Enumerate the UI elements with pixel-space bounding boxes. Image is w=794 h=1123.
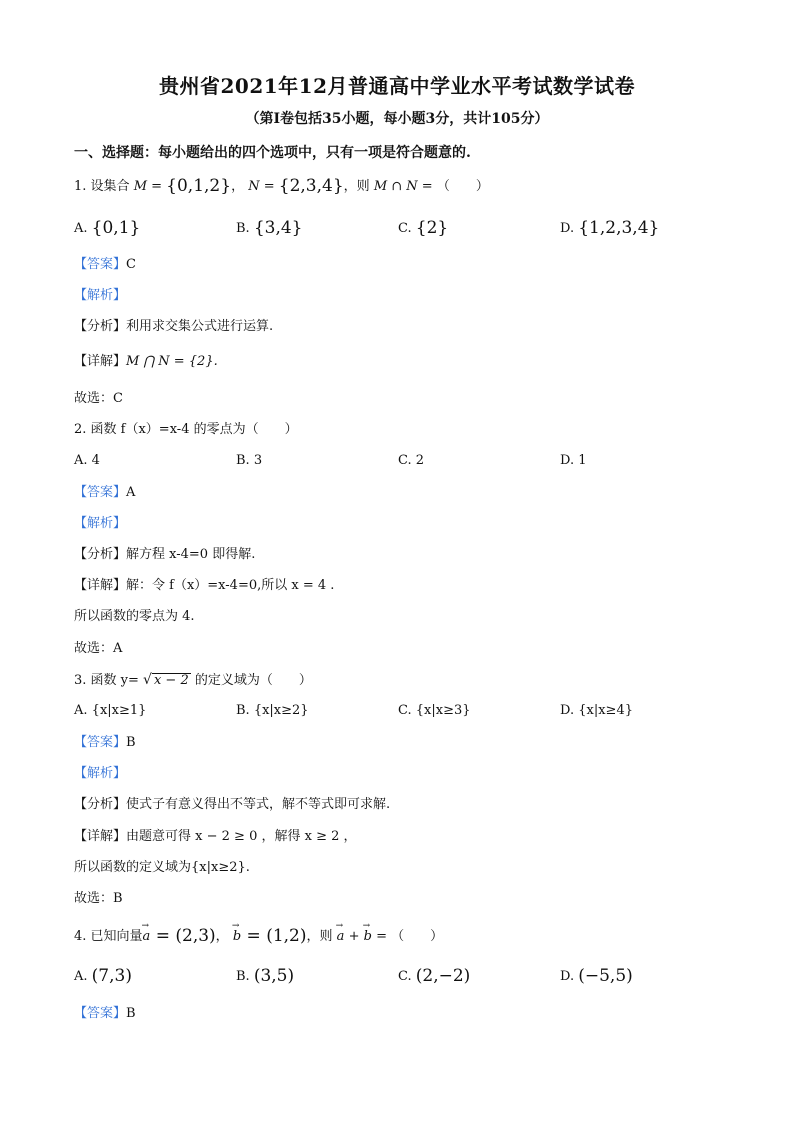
q3-stem: 3. 函数 y= √ x − 2 的定义域为（ ） [74, 672, 312, 688]
q2-detail: 【详解】解：令 f（x）=x-4=0,所以 x = 4 . [74, 578, 335, 593]
q1-detail: 【详解】M ⋂ N = {2}. [74, 354, 218, 369]
q4-stem: 4. 已知向量→ a = (2,3)， → b = (1,2)，则 → a + → b = （ ） [74, 927, 443, 946]
q1-option-a: A. {0,1} [74, 218, 141, 238]
q3-choose: 故选：B [74, 891, 123, 906]
q3-analysis: 【解析】 [74, 766, 127, 781]
q4-option-b: B. (3,5) [236, 966, 295, 986]
q2-analysis: 【解析】 [74, 516, 127, 531]
q3-answer: 【答案】B [74, 735, 136, 750]
section-heading: 一、选择题：每小题给出的四个选项中，只有一项是符合题意的. [74, 145, 471, 161]
q2-method: 【分析】解方程 x-4=0 即得解. [74, 547, 256, 562]
q1-stem: 1. 设集合 M = {0,1,2}， N = {2,3,4}，则 M ∩ N = （ ） [74, 176, 489, 196]
q1-option-b: B. {3,4} [236, 218, 303, 238]
q3-note: 所以函数的定义域为{x|x≥2}. [74, 860, 250, 875]
q1-analysis: 【解析】 [74, 288, 127, 303]
q2-note: 所以函数的零点为 4. [74, 609, 195, 624]
q3-option-d: D. {x|x≥4} [560, 703, 633, 718]
q1-choose: 故选：C [74, 391, 123, 406]
q4-option-d: D. (−5,5) [560, 966, 633, 986]
q3-option-c: C. {x|x≥3} [398, 703, 471, 718]
page-title: 贵州省2021年12月普通高中学业水平考试数学试卷 [159, 74, 635, 98]
q2-answer: 【答案】A [74, 485, 136, 500]
q2-option-b: B. 3 [236, 453, 263, 468]
q3-detail: 【详解】由题意可得 x − 2 ≥ 0 ，解得 x ≥ 2 ， [74, 829, 357, 844]
q3-option-a: A. {x|x≥1} [74, 703, 147, 718]
q2-option-c: C. 2 [398, 453, 425, 468]
vector-a: → a [143, 928, 151, 946]
q1-option-c: C. {2} [398, 218, 449, 238]
q2-choose: 故选：A [74, 641, 123, 656]
q2-option-d: D. 1 [560, 453, 587, 468]
q1-method: 【分析】利用求交集公式进行运算. [74, 319, 274, 334]
q1-answer: 【答案】C [74, 257, 136, 272]
q3-option-b: B. {x|x≥2} [236, 703, 309, 718]
q2-stem: 2. 函数 f（x）=x-4 的零点为（ ） [74, 422, 298, 437]
q2-option-a: A. 4 [74, 453, 100, 468]
vector-b: → b [233, 928, 241, 946]
page-subtitle: （第I卷包括35小题，每小题3分，共计105分） [245, 111, 549, 127]
q4-answer: 【答案】B [74, 1006, 136, 1021]
q1-option-d: D. {1,2,3,4} [560, 218, 660, 238]
q4-option-a: A. (7,3) [74, 966, 132, 986]
q3-method: 【分析】使式子有意义得出不等式，解不等式即可求解. [74, 797, 391, 812]
q4-option-c: C. (2,−2) [398, 966, 471, 986]
